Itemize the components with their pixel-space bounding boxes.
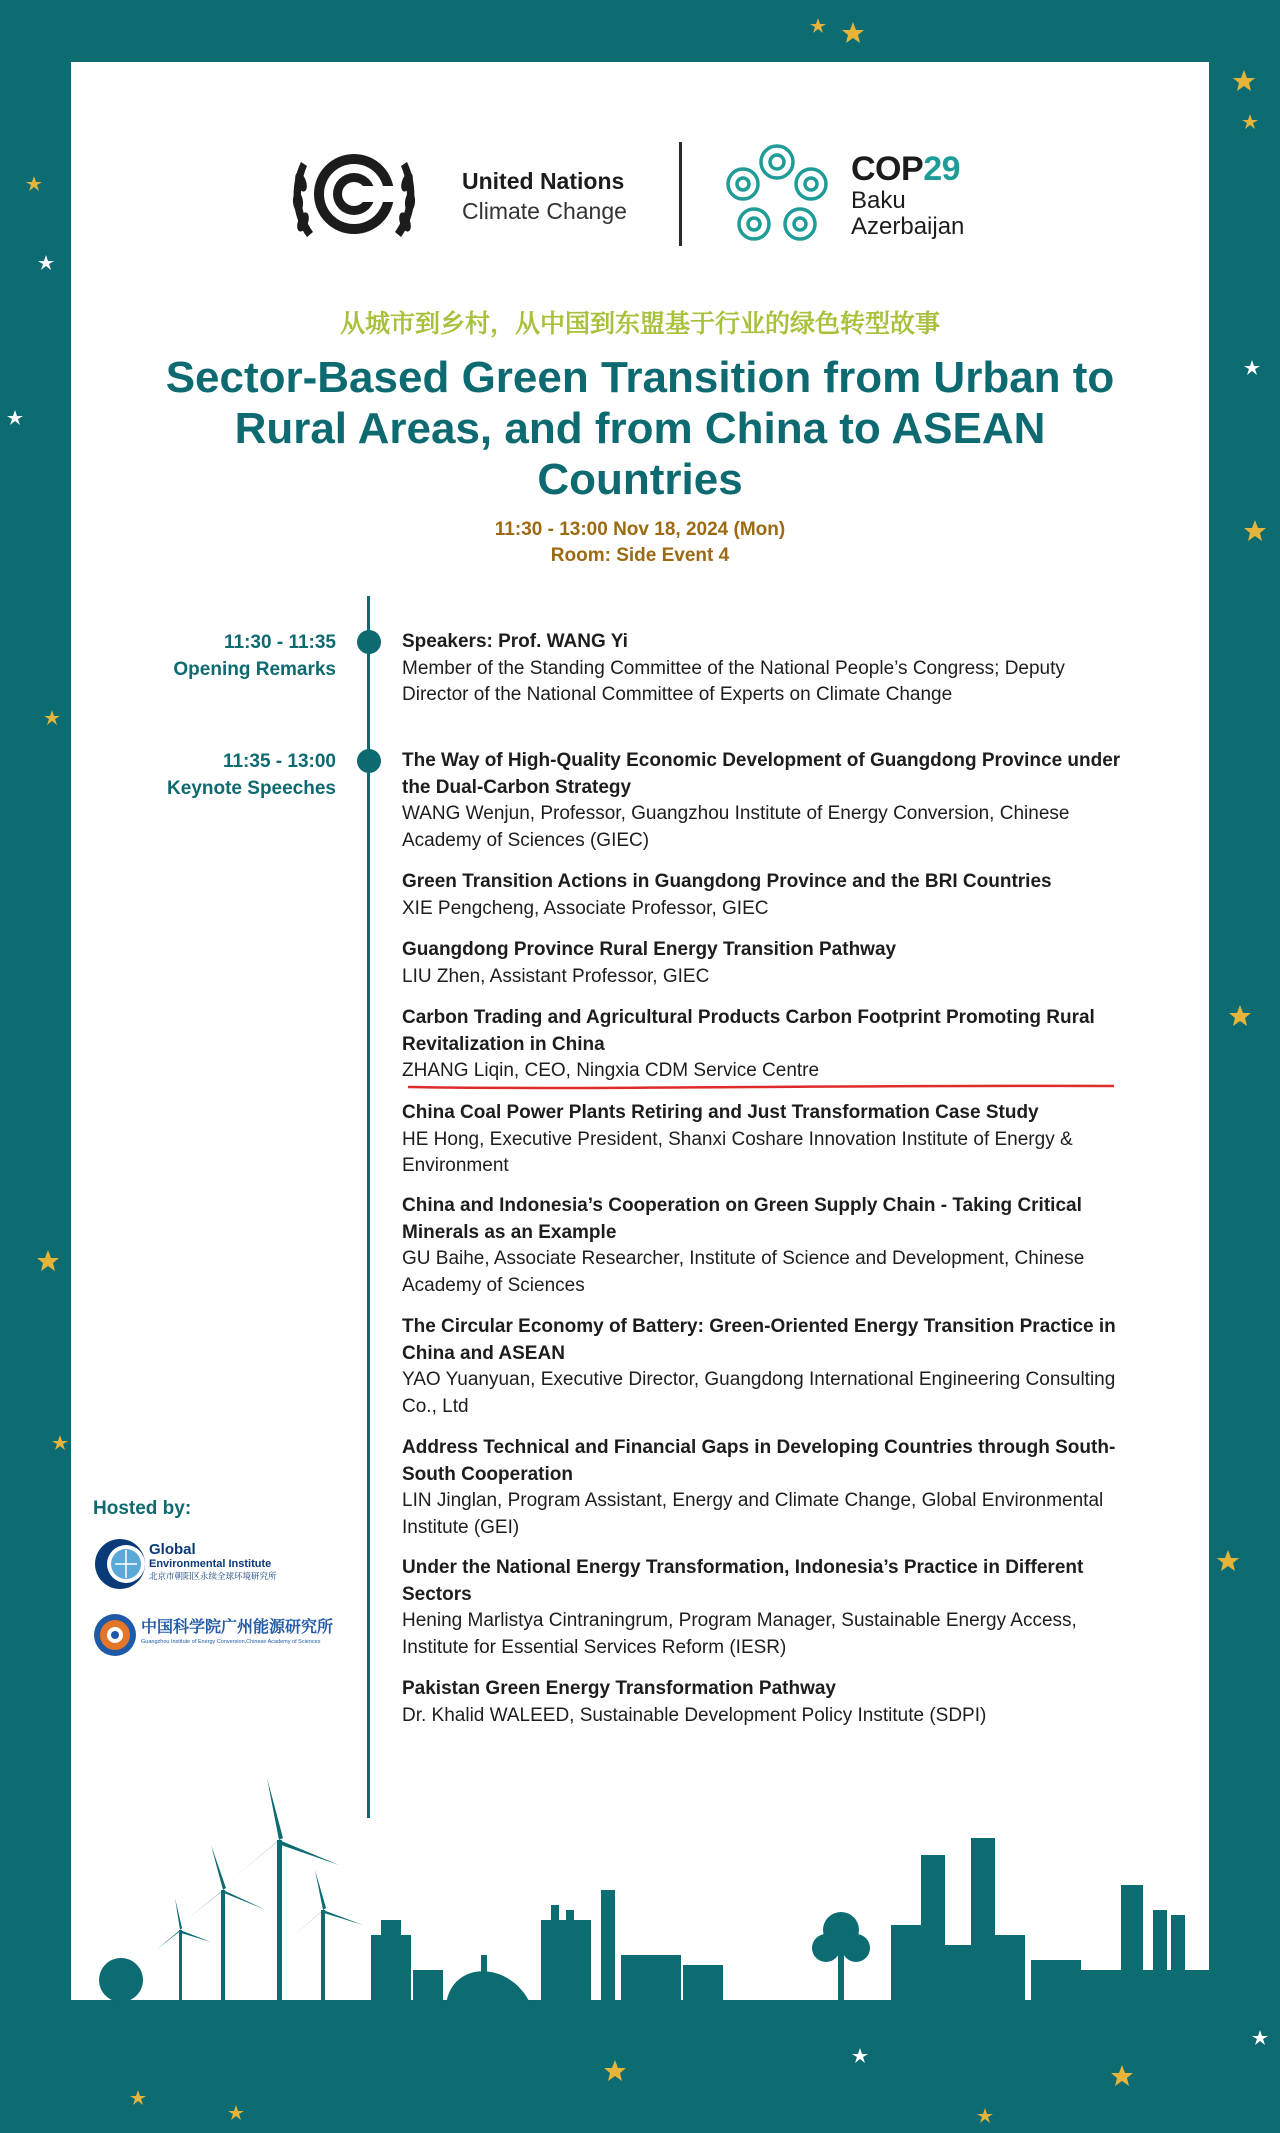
talk-title: China Coal Power Plants Retiring and Just Transformation Case Study [402,1102,1039,1123]
session-time: 11:35 - 13:00 [222,751,336,772]
giec-logo [93,1609,353,1659]
star-icon [1229,1005,1251,1026]
logo-row [71,142,1209,262]
talk-item [402,869,1122,922]
talk-title: The Circular Economy of Battery: Green-Oriented Energy Transition Practice in China and ASEAN [402,1316,1116,1364]
chinese-title: 从城市到乡村，从中国到东盟基于行业的绿色转型故事 [339,310,940,338]
wind-turbine-icon [291,1870,363,2005]
event-datetime [71,517,1209,569]
cop29-wordmark [851,150,964,240]
star-icon [44,710,60,725]
talk-speaker: Dr. Khalid WALEED, Sustainable Development Policy Institute (SDPI) [402,1704,987,1726]
hosted-by-label: Hosted by: [93,1498,192,1519]
talk-title: Green Transition Actions in Guangdong Province and the BRI Countries [402,871,1052,892]
gei-line1: Global [149,1541,196,1558]
giec-line2: Guangzhou Institute of Energy Conversion,Chinese Academy of Sciences [141,1639,321,1645]
event-room: Room: Side Event 4 [550,545,730,566]
cop-number: 29 [923,150,961,188]
giec-line1: 中国科学院广州能源研究所 [141,1619,334,1636]
giec-seal-icon [93,1613,137,1657]
star-icon [7,410,23,425]
un-climate-emblem-icon [287,142,421,250]
talk-title: Under the National Energy Transformation, Indonesia’s Practice in Different Sectors [402,1557,1084,1605]
star-icon [842,22,864,43]
talk-title: The Way of High-Quality Economic Development of Guangdong Province under the Dual-Carbon Strategy [402,750,1121,798]
timeline-line [367,596,370,1818]
talk-speaker: LIU Zhen, Assistant Professor, GIEC [402,965,710,987]
un-line2: Climate Change [462,198,627,224]
talk-item [402,1193,1122,1299]
wind-turbine-icon [156,1898,211,2005]
star-icon [130,2090,146,2105]
star-icon [1233,70,1255,91]
talk-item [402,937,1122,990]
session-time: 11:30 - 11:35 [224,632,336,653]
talk-item [402,1555,1122,1661]
talk-speaker: YAO Yuanyuan, Executive Director, Guangdong International Engineering Consulting Co., Ltd [402,1369,1116,1417]
opening-remarks-item [402,629,1122,709]
talk-speaker: WANG Wenjun, Professor, Guangzhou Institute of Energy Conversion, Chinese Academy of Sciences (GIEC) [402,803,1070,851]
wind-turbine-icon [186,1845,266,2005]
highlight-underline [406,1084,1116,1090]
star-icon [38,255,54,270]
un-line1: United Nations [462,168,625,194]
talk-title: Guangdong Province Rural Energy Transition Pathway [402,939,897,960]
star-icon [1111,2065,1133,2086]
talk-title: Pakistan Green Energy Transformation Pathway [402,1678,836,1699]
talk-title: Carbon Trading and Agricultural Products Carbon Footprint Promoting Rural Revitalization in China [402,1007,1095,1055]
talk-item [402,1435,1122,1541]
cop-label: COP [851,150,924,188]
talk-speaker: ZHANG Liqin, CEO, Ningxia CDM Service Centre [402,1060,820,1081]
timeline-dot [357,749,381,773]
cop29-emblem-icon [726,142,828,246]
talk-speaker: HE Hong, Executive President, Shanxi Coshare Innovation Institute of Energy & Environment [402,1128,1073,1176]
talk-item [402,748,1122,854]
star-icon [852,2048,868,2063]
star-icon [604,2060,626,2081]
gei-globe-icon [93,1537,147,1591]
star-icon [228,2105,244,2120]
session-label: Keynote Speeches [167,778,336,799]
cop-city: Baku [851,187,906,214]
star-icon [1252,2030,1268,2045]
agenda-title: Speakers: Prof. WANG Yi [402,631,628,652]
talk-item [402,1005,1122,1085]
skyline-silhouette [71,1770,1209,2040]
gei-logo [93,1537,333,1597]
poster-card [71,62,1209,2032]
talk-item [402,1676,1122,1729]
event-date: 11:30 - 13:00 Nov 18, 2024 (Mon) [494,519,786,540]
timeline-dot [357,630,381,654]
talk-speaker: XIE Pengcheng, Associate Professor, GIEC [402,897,769,919]
star-icon [810,18,826,33]
star-icon [977,2108,993,2123]
talk-speaker: LIN Jinglan, Program Assistant, Energy and Climate Change, Global Environmental Institute (GEI) [402,1490,1104,1538]
talk-speaker: Hening Marlistya Cintraningrum, Program Manager, Sustainable Energy Access, Institute for Essential Services Reform (IESR) [402,1610,1077,1658]
star-icon [52,1435,68,1450]
gei-line2: Environmental Institute [149,1558,272,1570]
talk-title: China and Indonesia’s Cooperation on Green Supply Chain - Taking Critical Minerals as an Example [402,1195,1082,1243]
talk-item [402,1100,1122,1180]
agenda-speaker: Member of the Standing Committee of the National People’s Congress; Deputy Director of the National Committee of Experts on Climate Change [402,657,1065,705]
main-title: Sector-Based Green Transition from Urban to Rural Areas, and from China to ASEAN Countries [165,353,1115,504]
star-icon [1242,114,1258,129]
session-keynote [71,748,336,802]
star-icon [1217,1550,1239,1571]
session-opening [71,629,336,683]
star-icon [1244,360,1260,375]
talk-title: Address Technical and Financial Gaps in Developing Countries through South-South Cooperation [402,1437,1116,1485]
talk-speaker: GU Baihe, Associate Researcher, Institute of Science and Development, Chinese Academy of Sciences [402,1248,1085,1296]
un-climate-wordmark [462,166,627,226]
talk-item [402,1314,1122,1420]
gei-line3: 北京市朝阳区永续全球环境研究所 [149,1571,277,1581]
star-icon [26,176,42,191]
cop-country: Azerbaijan [851,213,965,240]
star-icon [37,1250,59,1271]
logo-divider [679,142,682,246]
session-label: Opening Remarks [173,659,336,680]
star-icon [1244,520,1266,541]
